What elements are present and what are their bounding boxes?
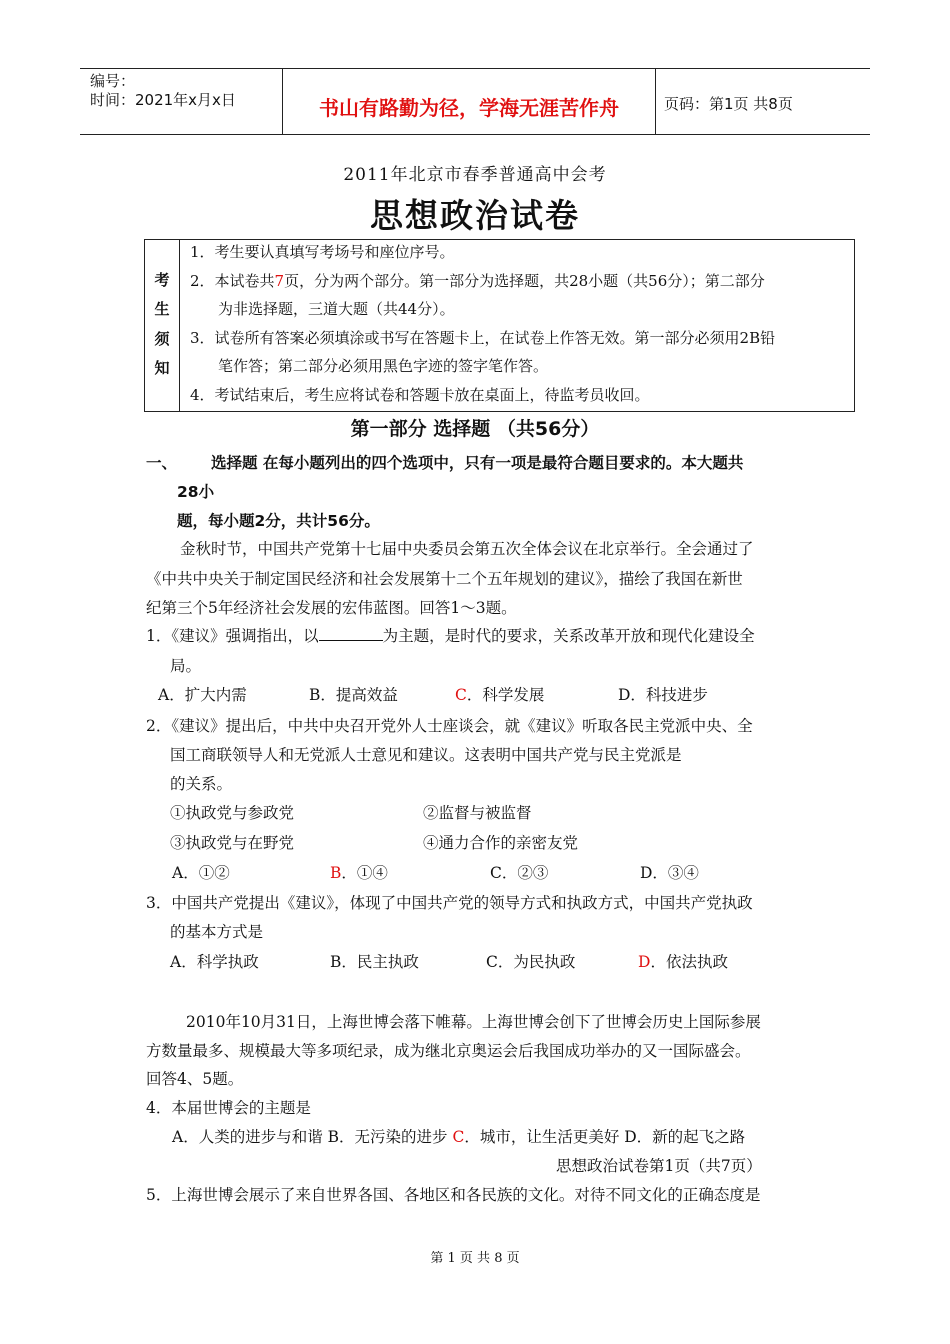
- notice-label-char: 考: [154, 271, 170, 289]
- notice-label-column: [144, 239, 180, 412]
- passage2-line: 方数量最多、规模最大等多项纪录，成为继北京奥运会后我国成功举办的又一国际盛会。: [146, 1042, 751, 1060]
- section-instruction-cont: 28小: [177, 483, 215, 501]
- section-instruction-cont: 题，每小题2分，共计56分。: [177, 512, 380, 530]
- notice-line-2b: 为非选择题，三道大题（共44分）。: [218, 300, 455, 318]
- passage1-line: 纪第三个5年经济社会发展的宏伟蓝图。回答1～3题。: [146, 599, 517, 617]
- notice-line-3: 3．试卷所有答案必须填涂或书写在答题卡上，在试卷上作答无效。第一部分必须用2B铅: [190, 329, 776, 347]
- q5-stem: 5．上海世博会展示了来自世界各国、各地区和各民族的文化。对待不同文化的正确态度是: [146, 1186, 761, 1204]
- page-footer: 第 1 页 共 8 页: [430, 1251, 520, 1266]
- section-number: 一、: [146, 454, 178, 472]
- q2-item-4: ④通力合作的亲密友党: [423, 834, 579, 852]
- q1-option-d: D．科技进步: [618, 686, 708, 704]
- q4-options: A．人类的进步与和谐 B．无污染的进步 C．城市，让生活更美好 D．新的起飞之路: [172, 1128, 746, 1146]
- notice-line-2: 2．本试卷共7页，分为两个部分。第一部分为选择题，共28小题（共56分）；第二部分: [190, 272, 765, 290]
- answer-blank: [319, 626, 383, 641]
- page-label: 页码：第1页 共8页: [664, 95, 793, 113]
- q1-stem: 1．《建议》强调指出，以 为主题，是时代的要求，关系改革开放和现代化建设全: [146, 627, 755, 645]
- q2-stem-cont: 的关系。: [170, 775, 233, 793]
- q1-stem-cont: 局。: [170, 657, 202, 675]
- header-divider-right: [655, 68, 656, 134]
- notice-label-char: 知: [154, 359, 170, 377]
- part1-heading: 第一部分 选择题 （共56分）: [350, 418, 600, 440]
- exam-title: 思想政治试卷: [370, 196, 580, 235]
- q2-item-3: ③执政党与在野党: [170, 834, 295, 852]
- q4-answer-letter: C: [452, 1128, 465, 1146]
- section-instruction: 选择题 在每小题列出的四个选项中，只有一项是最符合题目要求的。本大题共: [211, 454, 744, 472]
- q2-option-b: B．①④: [330, 864, 388, 882]
- header-bottom-rule: [80, 134, 870, 135]
- exam-pre-title: 2011年北京市春季普通高中会考: [343, 165, 607, 185]
- notice-line-1: 1．考生要认真填写考场号和座位序号。: [190, 243, 455, 261]
- q1-option-c: C．科学发展: [455, 686, 545, 704]
- q3-option-d: D．依法执政: [638, 953, 728, 971]
- notice-label-char: 须: [154, 330, 170, 348]
- q3-stem: 3．中国共产党提出《建议》，体现了中国共产党的领导方式和执政方式，中国共产党执政: [146, 894, 753, 912]
- time-label: 时间：2021年x月x日: [90, 91, 236, 109]
- passage1-line: 金秋时节，中国共产党第十七届中央委员会第五次全体会议在北京举行。全会通过了: [180, 540, 754, 558]
- passage2-line: 2010年10月31日，上海世博会落下帷幕。上海世博会创下了世博会历史上国际参展: [186, 1013, 761, 1031]
- q4-stem: 4．本届世博会的主题是: [146, 1099, 311, 1117]
- q2-item-2: ②监督与被监督: [423, 804, 532, 822]
- serial-label: 编号：: [90, 72, 136, 90]
- q2-stem: 2．《建议》提出后，中共中央召开党外人士座谈会，就《建议》听取各民主党派中央、全: [146, 717, 753, 735]
- slogan: 书山有路勤为径，学海无涯苦作舟: [319, 96, 619, 120]
- inner-page-footer: 思想政治试卷第1页（共7页）: [556, 1157, 762, 1175]
- notice-line-4: 4．考试结束后，考生应将试卷和答题卡放在桌面上，待监考员收回。: [190, 386, 650, 404]
- q2-item-1: ①执政党与参政党: [170, 804, 295, 822]
- q3-stem-cont: 的基本方式是: [170, 923, 264, 941]
- notice-line-3b: 笔作答；第二部分必须用黑色字迹的签字笔作答。: [218, 357, 549, 375]
- q2-option-a: A．①②: [172, 864, 230, 882]
- notice-label-char: 生: [154, 300, 170, 318]
- q2-option-c: C．②③: [490, 864, 549, 882]
- q2-option-d: D．③④: [640, 864, 699, 882]
- q1-option-b: B．提高效益: [309, 686, 398, 704]
- q2-stem-cont: 国工商联领导人和无党派人士意见和建议。这表明中国共产党与民主党派是: [170, 746, 682, 764]
- q3-option-b: B．民主执政: [330, 953, 419, 971]
- passage2-line: 回答4、5题。: [146, 1070, 244, 1088]
- notice-page-count: 7: [274, 272, 285, 290]
- q3-option-c: C．为民执政: [486, 953, 576, 971]
- header-top-rule: [80, 68, 870, 69]
- q3-option-a: A．科学执政: [170, 953, 259, 971]
- q1-option-a: A．扩大内需: [158, 686, 247, 704]
- passage1-line: 《中共中央关于制定国民经济和社会发展第十二个五年规划的建议》，描绘了我国在新世: [146, 570, 743, 588]
